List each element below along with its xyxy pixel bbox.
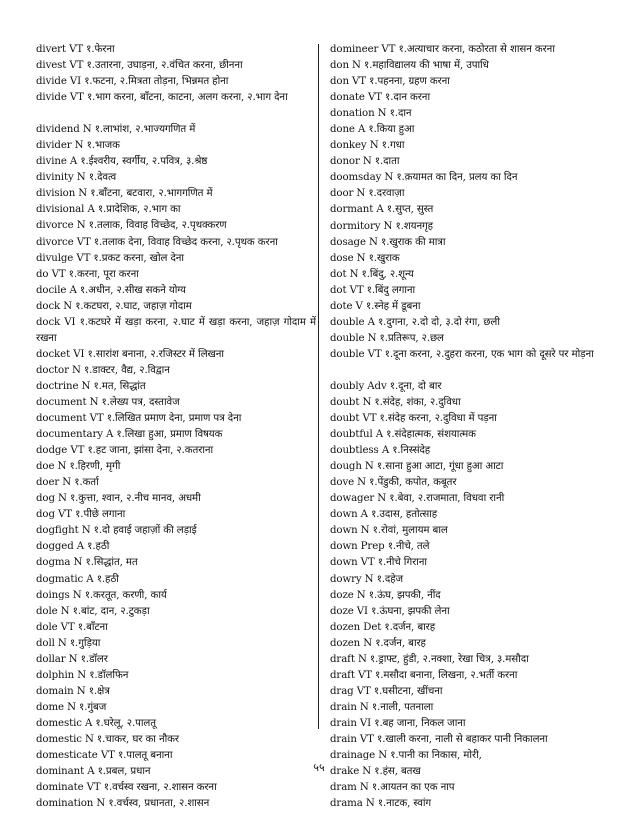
dictionary-entry: dogged A १.हठी (36, 541, 110, 553)
dictionary-entry: down VT १.नीचे गिराना (330, 557, 427, 569)
dictionary-entry: don VT १.पहनना, ग्रहण करना (330, 76, 450, 88)
dictionary-entry: dome N १.गुंबज (36, 701, 107, 713)
dictionary-entry: divisional A १.प्रादेशिक, २.भाग का (36, 204, 181, 216)
dictionary-entry: doubt N १.संदेह, शंका, २.दुविधा (330, 396, 461, 408)
dictionary-entry: doll N १.गुड़िया (36, 637, 101, 649)
dictionary-entry: dogfight N १.दो हवाई जहाज़ों की लड़ाई (36, 525, 197, 537)
dictionary-entry: doctrine N १.मत, सिद्धांत (36, 380, 146, 392)
dictionary-entry: draft VT १.मसौदा बनाना, लिखना, २.भर्ती करना (330, 669, 518, 681)
dictionary-entry: divulge VT १.प्रकट करना, खोल देना (36, 252, 184, 264)
dictionary-entry: dodge VT १.हट जाना, झांसा देना, २.कतराना (36, 445, 214, 457)
dictionary-entry: doubly Adv १.दूना, दो बार (330, 380, 442, 392)
dictionary-entry: drama N १.नाटक, स्वांग (330, 798, 432, 810)
dictionary-entry: dock N १.कटघरा, २.घाट, जहाज़ गोदाम (36, 300, 192, 312)
dictionary-entry: doze N १.ऊंघ, झपकी, नींद (330, 589, 441, 601)
dictionary-entry: done A १.किया हुआ (330, 124, 415, 136)
dictionary-entry: doubtful A १.संदेहात्मक, संशयात्मक (330, 429, 476, 441)
dictionary-entry: divine A १.ईश्वरीय, स्वर्गीय, २.पवित्र, ३.श्रेष्ठ (36, 156, 208, 168)
dictionary-entry: doer N १.कर्ता (36, 477, 99, 489)
dictionary-entry: domineer VT १.अत्याचार करना, कठोरता से शासन करना (330, 44, 555, 55)
dictionary-entry: dove N १.पेंडुकी, कपोत, कबूतर (330, 477, 457, 489)
left-column (36, 42, 316, 812)
dictionary-entry: dough N १.साना हुआ आटा, गूंधा हुआ आटा (330, 461, 504, 473)
dictionary-entry: dollar N १.डॉलर (36, 653, 108, 665)
dictionary-entry: doctor N १.डाक्टर, वैद्य, २.विद्वान (36, 364, 170, 376)
dictionary-entry: domination N १.वर्चस्व, प्रधानता, २.शासन (36, 798, 210, 810)
dictionary-entry: do VT १.करना, पूरा करना (36, 268, 139, 280)
dictionary-entry: drain VT १.खाली करना, नाली से बहाकर पानी निकालना (330, 733, 548, 745)
dictionary-entry: doe N १.हिरणी, मृगी (36, 461, 121, 473)
dictionary-entry: dot VT १.बिंदु लगाना (330, 284, 416, 296)
dictionary-entry: dock VI १.कटघरे में खड़ा करना, २.घाट में खड़ा करना, जहाज़ गोदाम में रखना (36, 316, 316, 344)
dictionary-entry: dog N १.कुत्ता, श्वान, २.नीच मानव, अधमी (36, 493, 201, 505)
dictionary-entry: down A १.उदास, हतोत्साह (330, 509, 438, 521)
dictionary-entry: document N १.लेख्य पत्र, दस्तावेज (36, 396, 180, 408)
dictionary-entry: domain N १.क्षेत्र (36, 685, 110, 697)
dictionary-entry: domestic N १.चाकर, घर का नौकर (36, 733, 179, 745)
dictionary-entry: dolphin N १.डॉलफिन (36, 669, 129, 681)
dictionary-entry: drainage N १.पानी का निकास, मोरी, (330, 750, 482, 762)
dictionary-entry: divest VT १.उतारना, उघाड़ना, २.वंचित करना, छीनना (36, 60, 243, 72)
dictionary-entry: dole VT १.बाँटना (36, 621, 108, 633)
dictionary-entry: drain N १.नाली, पतनाला (330, 701, 434, 713)
dictionary-entry: dose N १.खुराक (330, 252, 400, 264)
dictionary-entry: dowry N १.दहेज (330, 573, 404, 585)
dictionary-entry: domesticate VT १.पालतू बनाना (36, 750, 173, 762)
dictionary-entry: documentary A १.लिखा हुआ, प्रमाण विषयक (36, 429, 223, 441)
blank-line (330, 363, 610, 379)
dictionary-entry: doubt VT १.संदेह करना, २.दुविधा में पड़ना (330, 413, 497, 425)
dictionary-entry: drain VI १.बह जाना, निकल जाना (330, 717, 466, 729)
dictionary-entry: dog VT १.पीछे लगाना (36, 509, 126, 521)
column-divider (318, 44, 319, 729)
dictionary-entry: docket VI १.सारांश बनाना, २.रजिस्टर में लिखना (36, 348, 224, 360)
dictionary-entry: draft N १.ड्राफ्ट, हुंडी, २.नक्शा, रेखा चित्र, ३.मसौदा (330, 653, 529, 665)
dictionary-entry: don N १.महाविद्यालय की भाषा में, उपाधि (330, 60, 489, 72)
dictionary-entry: doubtless A १.निस्संदेह (330, 445, 431, 457)
dictionary-entry: divorce N १.तलाक, विवाह विच्छेद, २.पृथक्करण (36, 220, 227, 232)
dictionary-entry: dote V १.स्नेह में डूबना (330, 300, 421, 312)
dictionary-entry: dowager N १.बेवा, २.राजमाता, विधवा रानी (330, 493, 505, 505)
dictionary-entry: dole N १.बांट, दान, २.टुकड़ा (36, 605, 150, 617)
dictionary-entry: donor N १.दाता (330, 156, 400, 168)
dictionary-entry: dormant A १.सुप्त, सुस्त (330, 204, 434, 216)
dictionary-entry: doze VI १.ऊंघना, झपकी लेना (330, 605, 450, 617)
dictionary-entry: dogma N १.सिद्धांत, मत (36, 557, 138, 569)
dictionary-entry: drag VT १.घसीटना, खींचना (330, 685, 443, 697)
dictionary-entry: divert VT १.फेरना (36, 44, 115, 55)
dictionary-entry: divider N १.भाजक (36, 140, 120, 152)
dictionary-entry: domestic A १.घरेलू, २.पालतू (36, 717, 156, 729)
dictionary-entry: dot N १.बिंदु, २.शून्य (330, 268, 414, 280)
dictionary-entry: division N १.बाँटना, बटवारा, २.भागगणित में (36, 188, 213, 200)
dictionary-entry: dozen Det १.दर्जन, बारह (330, 621, 436, 633)
dictionary-entry: docile A १.अधीन, २.सीख सकने योग्य (36, 284, 186, 296)
dictionary-entry: donkey N १.गधा (330, 140, 405, 152)
dictionary-entry: divinity N १.देवत्व (36, 172, 117, 184)
dictionary-entry: double VT १.दूना करना, २.दुहरा करना, एक भाग को दूसरे पर मोड़ना (330, 348, 594, 360)
dictionary-entry: doings N १.करतूत, करणी, कार्य (36, 589, 167, 601)
dictionary-entry: dominate VT १.वर्चस्व रखना, २.शासन करना (36, 782, 217, 794)
dictionary-entry: double A १.दुगना, २.दो दो, ३.दो रंगा, छली (330, 316, 500, 328)
dictionary-entry: dram N १.आयतन का एक नाप (330, 782, 455, 794)
dictionary-entry: down Prep १.नीचे, तले (330, 541, 430, 553)
dictionary-entry: document VT १.लिखित प्रमाण देना, प्रमाण पत्र देना (36, 413, 242, 425)
dictionary-entry: donate VT १.दान करना (330, 92, 431, 104)
dictionary-entry: divide VT १.भाग करना, बाँटना, काटना, अलग करना, २.भाग देना (36, 92, 288, 104)
dictionary-entry: divorce VT १.तलाक देना, विवाह विच्छेद करना, २.पृथक करना (36, 236, 278, 248)
dictionary-entry: door N १.दरवाज़ा (330, 188, 405, 200)
blank-line (36, 106, 316, 122)
dictionary-entry: dormitory N १.शयनगृह (330, 220, 433, 232)
page-number: ५५ (313, 761, 325, 774)
dictionary-entry: drake N १.हंस, बतख (330, 766, 421, 778)
dictionary-entry: dozen N १.दर्जन, बारह (330, 637, 426, 649)
dictionary-entry: dogmatic A १.हठी (36, 573, 119, 585)
dictionary-entry: doomsday N १.क़यामत का दिन, प्रलय का दिन (330, 172, 518, 184)
dictionary-entry: dominant A १.प्रबल, प्रधान (36, 766, 151, 778)
dictionary-entry: down N १.रोवां, मुलायम बाल (330, 525, 448, 537)
dictionary-entry: divide VI १.फटना, २.मित्रता तोड़ना, भिन्नमत होना (36, 76, 229, 88)
dictionary-entry: donation N १.दान (330, 108, 412, 120)
dictionary-entry: double N १.प्रतिरूप, २.छल (330, 332, 444, 344)
dictionary-entry: dividend N १.लाभांश, २.भाज्यगणित में (36, 124, 196, 136)
right-column (330, 42, 610, 812)
dictionary-entry: dosage N १.खुराक की मात्रा (330, 236, 446, 248)
